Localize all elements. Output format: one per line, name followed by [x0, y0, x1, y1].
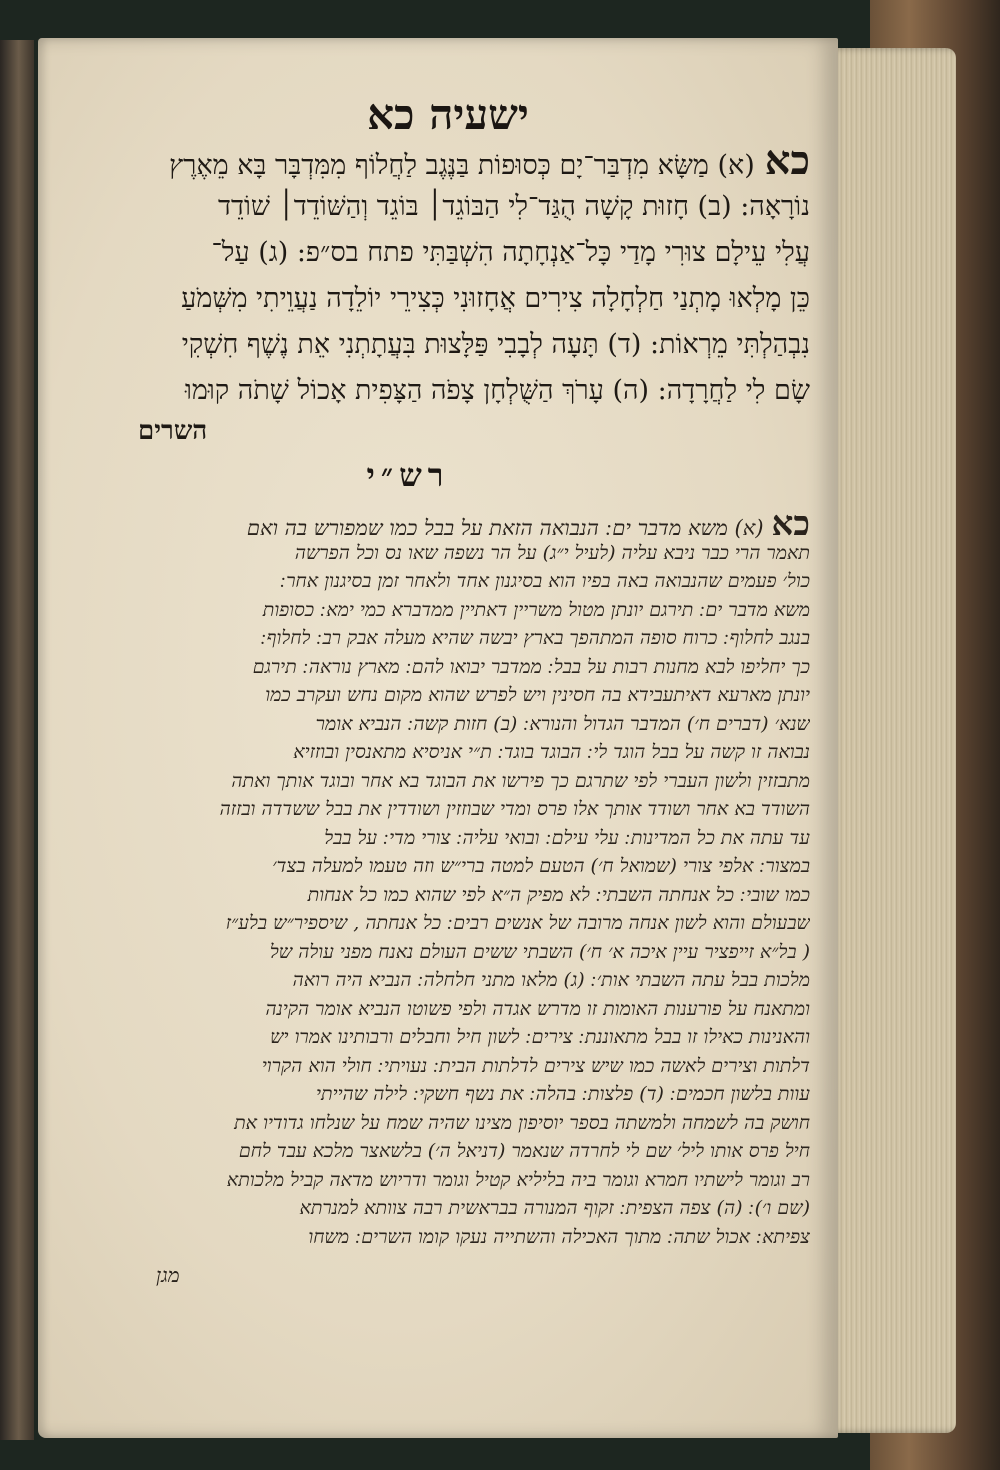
- verse-line: נִבְהַלְתִּי מֵרְאוֹת: (ד) תָּעָה לְבָבִי פַּלָּצוּת בִּעֲתָתְנִי אֵת נֶשֶׁף חִשְׁקִי: [181, 329, 810, 360]
- commentary-line: משא מדבר ים ׃ תירגם יונתן מטול משריין דאתיין ממדברא כמי ימא ׃ כסופות: [262, 598, 810, 621]
- commentary-line: עוות בלשון חכמים ׃ (ד) פלצות ׃ בהלה ׃ את נשף חשקי ׃ לילה שהייתי: [316, 1083, 810, 1105]
- commentary-line: כא(א) משא מדבר ים ׃ הנבואה הזאת על בבל כמו שמפורש בה ואם: [68, 510, 810, 539]
- commentary-line: מתבזזין ולשון העברי לפי שתרגם כך פירשו את הבוגד בא אחר ובוגד אותך ואתה: [231, 769, 810, 792]
- commentary-line: חושק בה לשמחה ולמשתה בספר יוסיפון מצינו שהיה שמח על שנלחו גדודיו את: [234, 1111, 810, 1134]
- commentary-line: עד עתה את כל המדינות ׃ עלי עילם ׃ ובואי עליה ׃ צורי מדי ׃ על בבל: [324, 826, 810, 849]
- bottom-catchword: מגן: [156, 1263, 180, 1287]
- commentary-line: חיל פרס אותו ליל׳ שם לי לחרדה שנאמר (דניאל ה׳) בלשאצר מלכא עבד לחם: [238, 1140, 810, 1162]
- rashi-commentary: [68, 510, 810, 1251]
- commentary-line: (שם ו׳) ׃ (ה) צפה הצפית ׃ זקוף המנורה בבראשית רבה צוותא למנרתא: [299, 1197, 810, 1219]
- commentary-line: תאמר הרי כבר ניבא עליה (לעיל י״ג) על הר נשפה שאו נס וכל הפרשה: [294, 541, 810, 564]
- verse-line: כא(א) מַשָּׂא מִדְבַּר־יָם כְּסוּפוֹת בַּנֶּגֶב לַחֲלוֹף מִמִּדְבָּר בָּא מֵאֶרֶץ: [169, 138, 810, 184]
- commentary-line: כך יחליפו לבא מחנות רבות על בבל ׃ ממדבר יבואו להם ׃ מארץ נוראה ׃ תירגם: [252, 655, 810, 678]
- commentary-line: שנא׳ (דברים ח׳) המדבר הגדול והנורא ׃ (ב) חזות קשה ׃ הנביא אומר: [315, 712, 810, 735]
- verse-line: כֵּן מָלְאוּ מָתְנַי חַלְחָלָה צִירִים אֲחָזוּנִי כְּצִירֵי יוֹלֵדָה נַעֲוֵיתִי מִשְּׁמֹעַ: [181, 283, 810, 314]
- commentary-line: השודד בא אחר ושודד אותך אלו פרס ומדי שבוזזין ושודדין את בבל ששדדה ובזזה: [219, 798, 810, 820]
- commentary-line: ( בל״א זייפציר עיין איכה א׳ ח׳) השבתי ששים העולם נאנח מפני עולה של: [269, 940, 810, 963]
- verse-line: שָׂם לִי לַחֲרָדָה: (ה) עָרֹךְ הַשֻּׁלְחָן צָפֹה הַצָּפִית אָכוֹל שָׁתֹה קוּמוּ: [184, 375, 810, 406]
- page-edges: [828, 48, 956, 1433]
- commentary-line: והאנינות כאילו זו בבל מתאוננת ׃ צירים ׃ לשון חיל וחבלים ורבותינו אמרו יש: [270, 1026, 810, 1048]
- left-page-spine: [0, 40, 34, 1440]
- commentary-heading: רש״י: [366, 456, 450, 494]
- verse-line: נוֹרָאָה: (ב) חָזוּת קָשָׁה הֻגַּד־לִי הַבּוֹגֵד׀ בּוֹגֵד וְהַשּׁוֹדֵד׀ שׁוֹדֵד: [218, 191, 810, 222]
- commentary-line: צפיתא ׃ אכול שתה ׃ מתוך האכילה והשתייה נעקו קומו השרים ׃ משחו: [308, 1225, 810, 1248]
- commentary-line: כמו שובי ׃ כל אנחתה השבתי ׃ לא מפיק ה״א לפי שהוא כמו כל אנחות: [307, 883, 810, 906]
- book-page: [38, 38, 838, 1438]
- chapter-mark: כא: [764, 138, 810, 184]
- commentary-line: נבואה זו קשה על בבל הוגד לי ׃ הבוגד בוגד ׃ ת״י אניסיא מתאנסין ובוזזיא: [293, 741, 810, 763]
- catchword: השרים: [138, 416, 208, 446]
- verse-line: עֲלִי עֵילָם צוּרִי מָדַי כָּל־אַנְחָתָה הִשְׁבַּתִּי פתח בס״פ: (ג) עַל־: [211, 237, 810, 268]
- scripture-text: [68, 138, 810, 414]
- commentary-chapter-mark: כא: [771, 510, 810, 539]
- commentary-line: מלכות בבל עתה השבתי אות׳ ׃ (ג) מלאו מתני חלחלה ׃ הנביא היה רואה: [292, 969, 810, 991]
- commentary-line: יונתן מארעא דאיתעבידא בה חסינין ויש לפרש שהוא מקום נחש ועקרב כמו: [265, 684, 810, 706]
- commentary-line: שבעולם והוא לשון אנחה מרובה של אנשים רבים ׃ כל אנחתה , שיספיר״ש בלע״ז: [225, 912, 810, 934]
- commentary-line: כול׳ פעמים שהנבואה באה בפיו הוא בסיגנון אחד ולאחר זמן בסיגנון אחר ׃: [280, 570, 810, 592]
- commentary-line: ומתאנח על פורענות האומות זו מדרש אגדה ולפי פשוטו הנביא אומר הקינה: [265, 997, 810, 1020]
- running-head: ישעיה כא: [367, 90, 529, 139]
- commentary-line: דלתות וצירים לאשה כמו שיש צירים לדלתות הבית ׃ נעויתי ׃ חולי הוא הקרוי: [261, 1054, 810, 1077]
- commentary-line: בנגב לחלוף ׃ כרוח סופה המתהפך בארץ יבשה שהיא מעלה אבק רב ׃ לחלוף ׃: [260, 627, 810, 649]
- commentary-line: במצור ׃ אלפי צורי (שמואל ח׳) הטעם למטה ברי״ש וזה טעמו למעלה בצד׳: [272, 855, 810, 877]
- commentary-line: רב וגומר לישתיו חמרא וגומר ביה בליליא קטיל וגומר ודריוש מדאה קביל מלכותא: [226, 1168, 810, 1191]
